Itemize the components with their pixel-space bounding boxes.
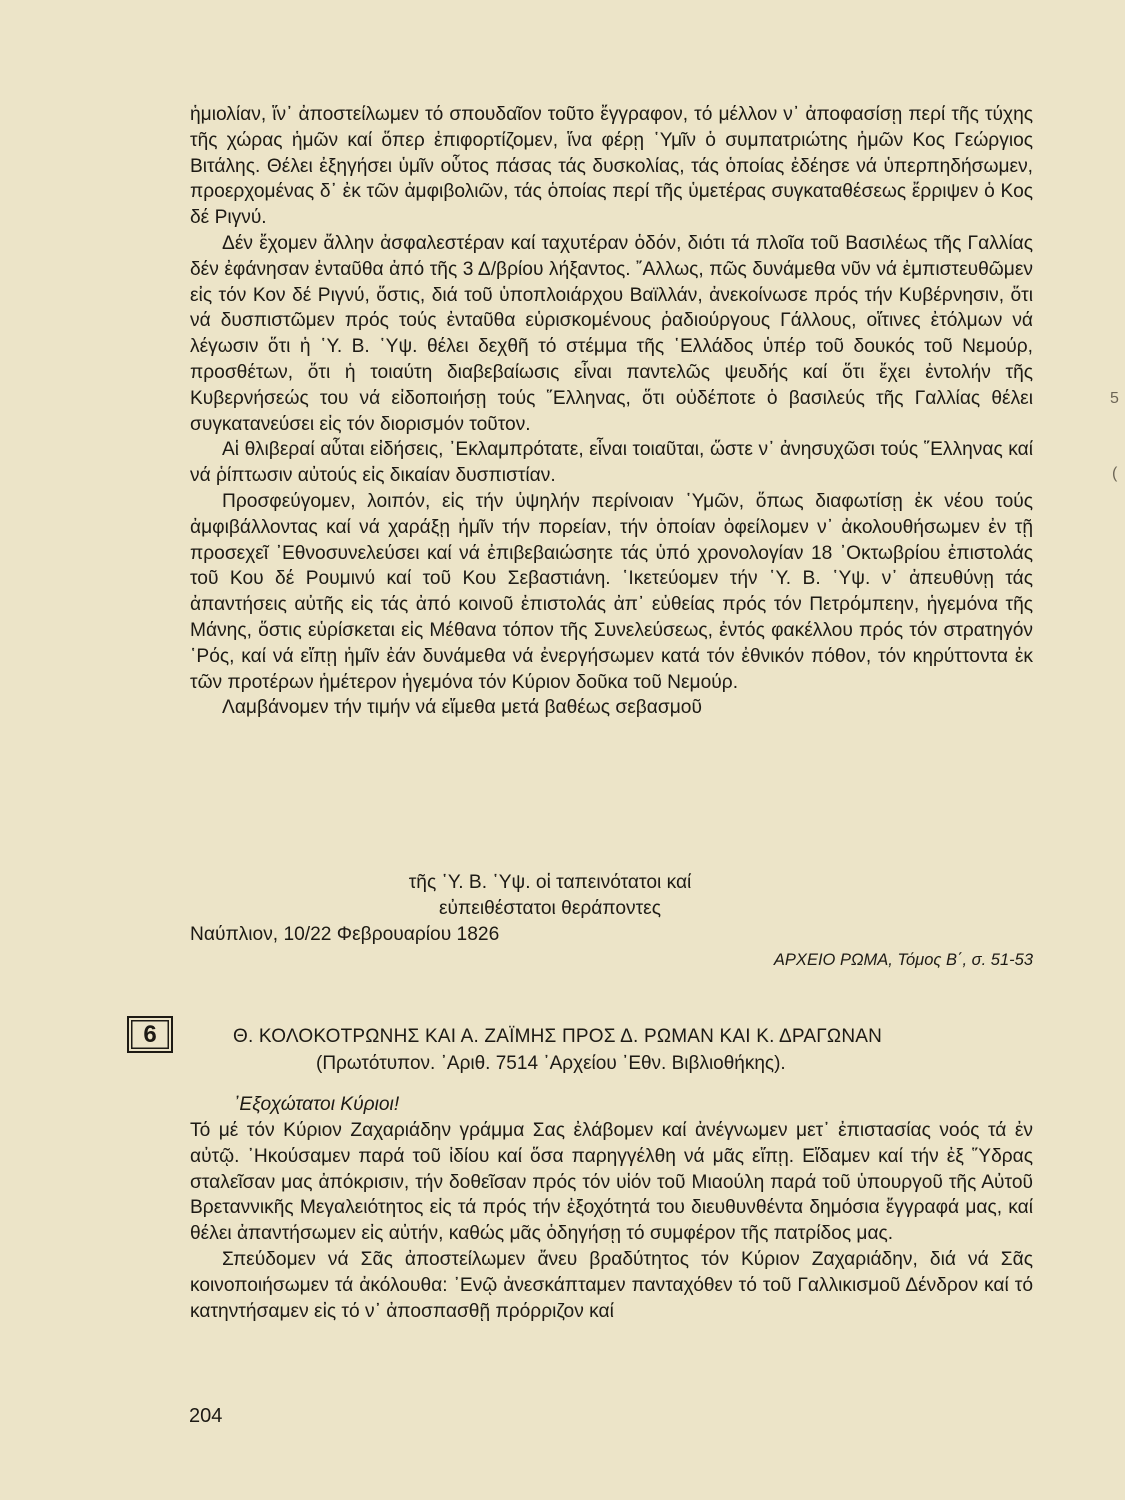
paragraph-3: Αἱ θλιβεραί αὗται εἰδήσεις, ᾽Εκλαμπρότατε, εἶναι τοιαῦται, ὥστε ν᾽ ἀνησυχῶσι τούς ῞Ελληνας καί νά ῥίπτωσιν αὐτούς εἰς δικαίαν δυσπιστίαν. (190, 439, 1033, 487)
closing-block (190, 870, 1033, 950)
closing-line-1: τῆς ῾Υ. Β. ῾Υψ. οἱ ταπεινότατοι καί (408, 872, 692, 893)
place-date: Ναύπλιον, 10/22 Φεβρουαρίου 1826 (190, 924, 500, 945)
paragraph-5: Λαμβάνομεν τήν τιμήν νά εἴμεθα μετά βαθέως σεβασμοῦ (222, 697, 702, 719)
paragraph-7: Σπεύδομεν νά Σᾶς ἀποστείλωμεν ἄνευ βραδύτητος τόν Κύριον Ζαχαριάδην, διά νά Σᾶς κοινοποιήσωμεν τά ἀκόλουθα: ᾽Ενῷ ἀνεσκάπταμεν πανταχόθεν τό τοῦ Γαλλικισμοῦ Δένδρον καί τό κατηντήσαμεν εἰς τό ν᾽ ἀποσπασθῇ πρόρριζον καί (190, 1248, 1033, 1322)
paragraph-2: Δέν ἔχομεν ἄλλην ἀσφαλεστέραν καί ταχυτέραν ὁδόν, διότι τά πλοῖα τοῦ Βασιλέως τῆς Γαλλίας δέν ἐφάνησαν ἐνταῦθα ἀπό τῆς 3 Δ/βρίου λήξαντος. ῎Αλλως, πῶς δυνάμεθα νῦν νά ἐμπιστευθῶμεν εἰς τόν Κον δέ Ριγνύ, ὅστις, διά τοῦ ὑποπλοιάρχου Βαϊλλάν, ἀνεκοίνωσε πρός τήν Κυβέρνησιν, ὅτι νά δυσπιστῶμεν πρός τούς ἐνταῦθα εὑρισκομένους ῥαδιούργους Γάλλους, οἵτινες ἐτόλμων νά λέγωσιν ὅτι ἡ ῾Υ. Β. ῾Υψ. θέλει δεχθῆ τό στέμμα τῆς ῾Ελλάδος ὑπέρ τοῦ δουκός τοῦ Νεμούρ, προσθέτων, ὅτι ἡ τοιαύτη διαβεβαίωσις εἶναι παντελῶς ψευδής καί ὅτι ἔχει ἐντολήν τῆς Κυβερνήσεώς του νά εἰδοποιήσῃ τούς ῞Ελληνας, ὅτι οὐδέποτε ὁ βασιλεύς τῆς Γαλλίας θέλει συγκατανεύσει εἰς τόν διορισμόν τοῦτον. (190, 232, 1033, 435)
edge-mark-2: ( (1112, 465, 1118, 482)
edge-mark-1: 5 (1110, 390, 1119, 407)
document-number-box: 6 (127, 1016, 173, 1053)
source-citation: ΑΡΧΕΙΟ ΡΩΜΑ, Τόμος Β΄, σ. 51-53 (773, 951, 1033, 969)
document-title: Θ. ΚΟΛΟΚΟΤΡΩΝΗΣ ΚΑΙ Α. ΖΑΪΜΗΣ ΠΡΟΣ Δ. ΡΩΜΑΝ ΚΑΙ Κ. ΔΡΑΓΩΝΑΝ (233, 1026, 883, 1047)
salutation: ᾽Εξοχώτατοι Κύριοι! (233, 1094, 400, 1115)
document-subtitle: (Πρωτότυπον. ᾽Αριθ. 7514 ᾽Αρχείου ᾽Εθν. Βιβλιοθήκης). (316, 1053, 786, 1074)
paragraph-6: Τό μέ τόν Κύριον Ζαχαριάδην γράμμα Σας ἐλάβομεν καί ἀνέγνωμεν μετ᾽ ἐπιστασίας νοός τά ἐν αὐτῷ. ᾽Ηκούσαμεν παρά τοῦ ἰδίου καί ὅσα παρηγγέλθη νά μᾶς εἴπῃ. Εἴδαμεν καί τήν ἐξ ῞Υδρας σταλεῖσαν μας ἀπόκρισιν, τήν δοθεῖσαν πρός τόν υἱόν τοῦ Μιαούλη παρά τοῦ ὑπουργοῦ τῆς Αὐτοῦ Βρεταννικῆς Μεγαλειότητος εἰς τά πρός τήν ἐξοχότητά του διευθυνθέντα δημόσια ἔγγραφά μας, καί θέλει ἀπαντήσωμεν εἰς αὐτήν, καθώς μᾶς ὁδηγήσῃ τό συμφέρον τῆς πατρίδος μας. (190, 1120, 1033, 1245)
paragraph-1: ἡμιολίαν, ἵν᾽ ἀποστείλωμεν τό σπουδαῖον τοῦτο ἔγγραφον, τό μέλλον ν᾽ ἀποφασίσῃ περί τῆς τύχης τῆς χώρας ἡμῶν καί ὅπερ ἐπιφορτίζομεν, ἵνα φέρῃ ῾Υμῖν ὁ συμπατριώτης ἡμῶν Κος Γεώργιος Βιτάλης. Θέλει ἐξηγήσει ὑμῖν οὗτος πάσας τάς δυσκολίας, τάς ὁποίας ἐδέησε νά ὑπερπηδήσωμεν, προερχομένας δ᾽ ἐκ τῶν ἀμφιβολιῶν, τάς ὁποίας περί τῆς ὑμετέρας συγκαταθέσεως ἔρριψεν ὁ Κος δέ Ριγνύ. (190, 104, 1033, 229)
page-number: 204 (189, 1405, 223, 1427)
closing-line-2: εὐπειθέστατοι θεράποντες (439, 898, 661, 919)
letter-body-top (190, 102, 1033, 721)
letter-body-bottom (190, 1118, 1033, 1324)
paragraph-4: Προσφεύγομεν, λοιπόν, εἰς τήν ὑψηλήν περίνοιαν ῾Υμῶν, ὅπως διαφωτίσῃ ἐκ νέου τούς ἀμφιβάλλοντας καί νά χαράξῃ ἡμῖν τήν πορείαν, τήν ὁποίαν ὀφείλομεν ν᾽ ἀκολουθήσωμεν ἐν τῇ προσεχεῖ ᾽Εθνοσυνελεύσει καί νά ἐπιβεβαιώσητε τάς ὑπό χρονολογίαν 18 ᾽Οκτωβρίου ἐπιστολάς τοῦ Κου δέ Ρουμινύ καί τοῦ Κου Σεβαστιάνη. ῾Ικετεύομεν τήν ῾Υ. Β. ῾Υψ. ν᾽ ἀπευθύνῃ τάς ἀπαντήσεις αὐτῆς εἰς τάς ἀπό κοινοῦ ἐπιστολάς ἀπ᾽ εὐθείας πρός τόν Πετρόμπεην, ἡγεμόνα τῆς Μάνης, ὅστις εὑρίσκεται εἰς Μέθανα τόπον τῆς Συνελεύσεως, ἐντός φακέλλου πρός τόν στρατηγόν ῾Ρός, καί νά εἴπῃ ἡμῖν ἐάν δυνάμεθα νά ἐνεργήσωμεν κατά τόν ἐθνικόν πόθον, τόν κηρύττοντα ἐκ τῶν προτέρων ἡμέτερον ἡγεμόνα τόν Κύριον δοῦκα τοῦ Νεμούρ. (190, 490, 1033, 693)
